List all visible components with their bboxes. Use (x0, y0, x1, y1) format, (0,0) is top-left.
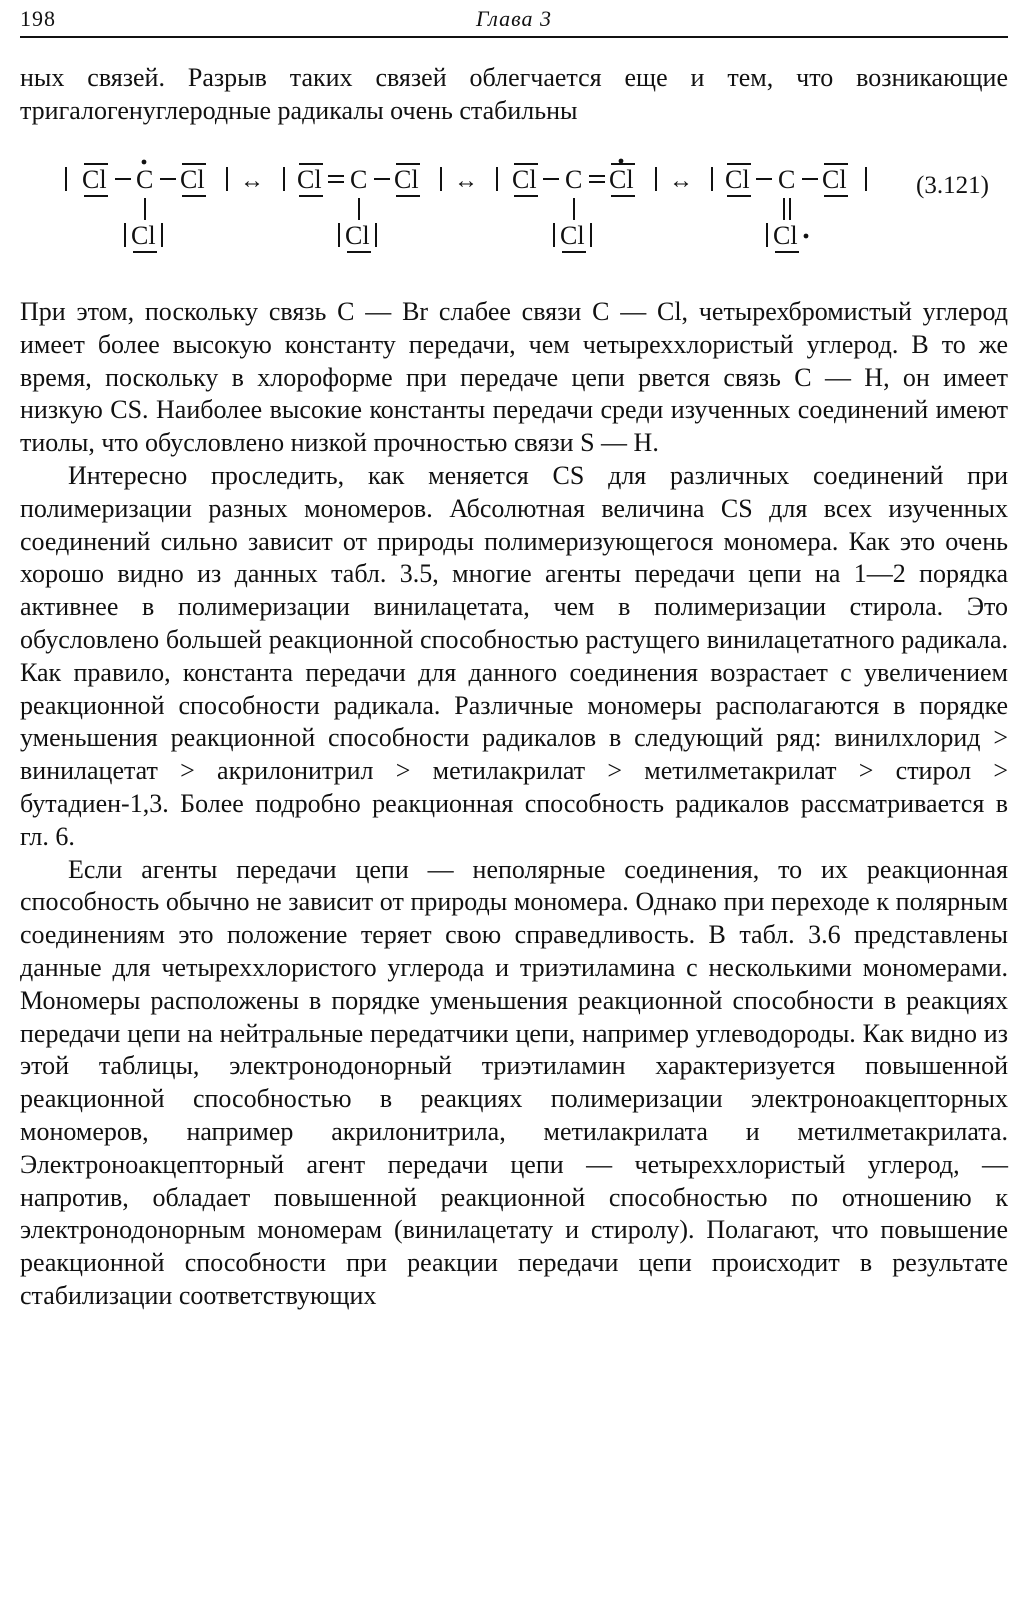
chlorine-atom: Cl (131, 221, 156, 250)
chlorine-atom: Cl (822, 165, 847, 194)
paragraph: При этом, поскольку связь C — Br слабее связи C — Cl, четырехбромистый углерод имеет более высокую константу передачи, чем четыреххлористый углерод. В то же время, поскольку в хлороформе при передаче цепи рвется связь C — H, он имеет низкую CS. Наиболее высокие константы передачи среди изученных соединений имеют тиолы, что обусловлено низкой прочностью связи S — H. (20, 297, 1008, 458)
equation-number: (3.121) (916, 172, 989, 199)
resonance-equation (0, 158, 1028, 270)
chlorine-atom: Cl (773, 221, 798, 250)
carbon-atom: C (778, 165, 796, 194)
carbon-atom: C (136, 165, 154, 194)
radical-dot (804, 234, 809, 239)
paragraph: Интересно проследить, как меняется CS для различных соединений при полимеризации разных мономеров. Абсолютная величина CS для всех изученных соединений сильно зависит от природы полимеризующегося мономера. Как это очень хорошо видно из данных табл. 3.5, многие агенты передачи цепи на 1—2 порядка активнее в полимеризации винилацетата, чем в полимеризации стирола. Это обусловлено большей реакционной способностью растущего винилацетатного радикала. Как правило, константа передачи для данного соединения возрастает с увеличением реакционной способности радикала. Различные мономеры располагаются в порядке уменьшения реакционной способности радикалов в следующий ряд: винилхлорид > винилацетат > акрилонитрил > метилакрилат > метилметакрилат > стирол > бутадиен-1,3. Более подробно реакционная способность радикалов рассматривается в гл. 6. (20, 460, 1008, 851)
radical-dot (619, 159, 624, 164)
text-block-top (20, 62, 1008, 128)
chlorine-atom: Cl (394, 165, 419, 194)
chlorine-atom: Cl (725, 165, 750, 194)
chlorine-atom: Cl (345, 221, 370, 250)
page-number: 198 (20, 6, 56, 31)
running-title: Глава 3 (475, 6, 553, 31)
chlorine-atom: Cl (82, 165, 107, 194)
running-header (20, 6, 1008, 38)
resonance-structures-figure (0, 158, 1028, 270)
carbon-atom: C (565, 165, 583, 194)
paragraph: ных связей. Разрыв таких связей облегчается еще и тем, что возникающие тригалогенуглеродные радикалы очень стабильны (20, 63, 1008, 125)
paragraph: Если агенты передачи цепи — неполярные соединения, то их реакционная способность обычно не зависит от природы мономера. Однако при переходе к полярным соединениям это положение теряет свою справедливость. В табл. 3.6 представлены данные для четыреххлористого углерода и триэтиламина с несколькими мономерами. Мономеры расположены в порядке уменьшения реакционной способности в реакциях передачи цепи на нейтральные передатчики цепи, например углеводороды. Как видно из этой таблицы, электронодонорный триэтиламин характеризуется повышенной реакционной способностью в реакциях полимеризации электроноакцепторных мономеров, например акрилонитрила, метилакрилата и метилметакрилата. Электроноакцепторный агент передачи цепи — четыреххлористый углерод, — напротив, обладает повышенной реакционной способностью по отношению к электронодонорным мономерам (винилацетату и стиролу). Полагают, что повышение реакционной способности при реакции передачи цепи происходит в результате стабилизации соответствующих (20, 854, 1008, 1310)
resonance-arrow: ↔ (669, 168, 693, 194)
chlorine-atom: Cl (297, 165, 322, 194)
radical-dot (142, 160, 147, 165)
resonance-arrow: ↔ (240, 168, 264, 194)
chlorine-atom: Cl (180, 165, 205, 194)
carbon-atom: C (350, 165, 368, 194)
chlorine-atom: Cl (609, 165, 634, 194)
chlorine-atom: Cl (512, 165, 537, 194)
chlorine-atom: Cl (560, 221, 585, 250)
text-block-main (20, 296, 1008, 1313)
resonance-arrow: ↔ (454, 168, 478, 194)
